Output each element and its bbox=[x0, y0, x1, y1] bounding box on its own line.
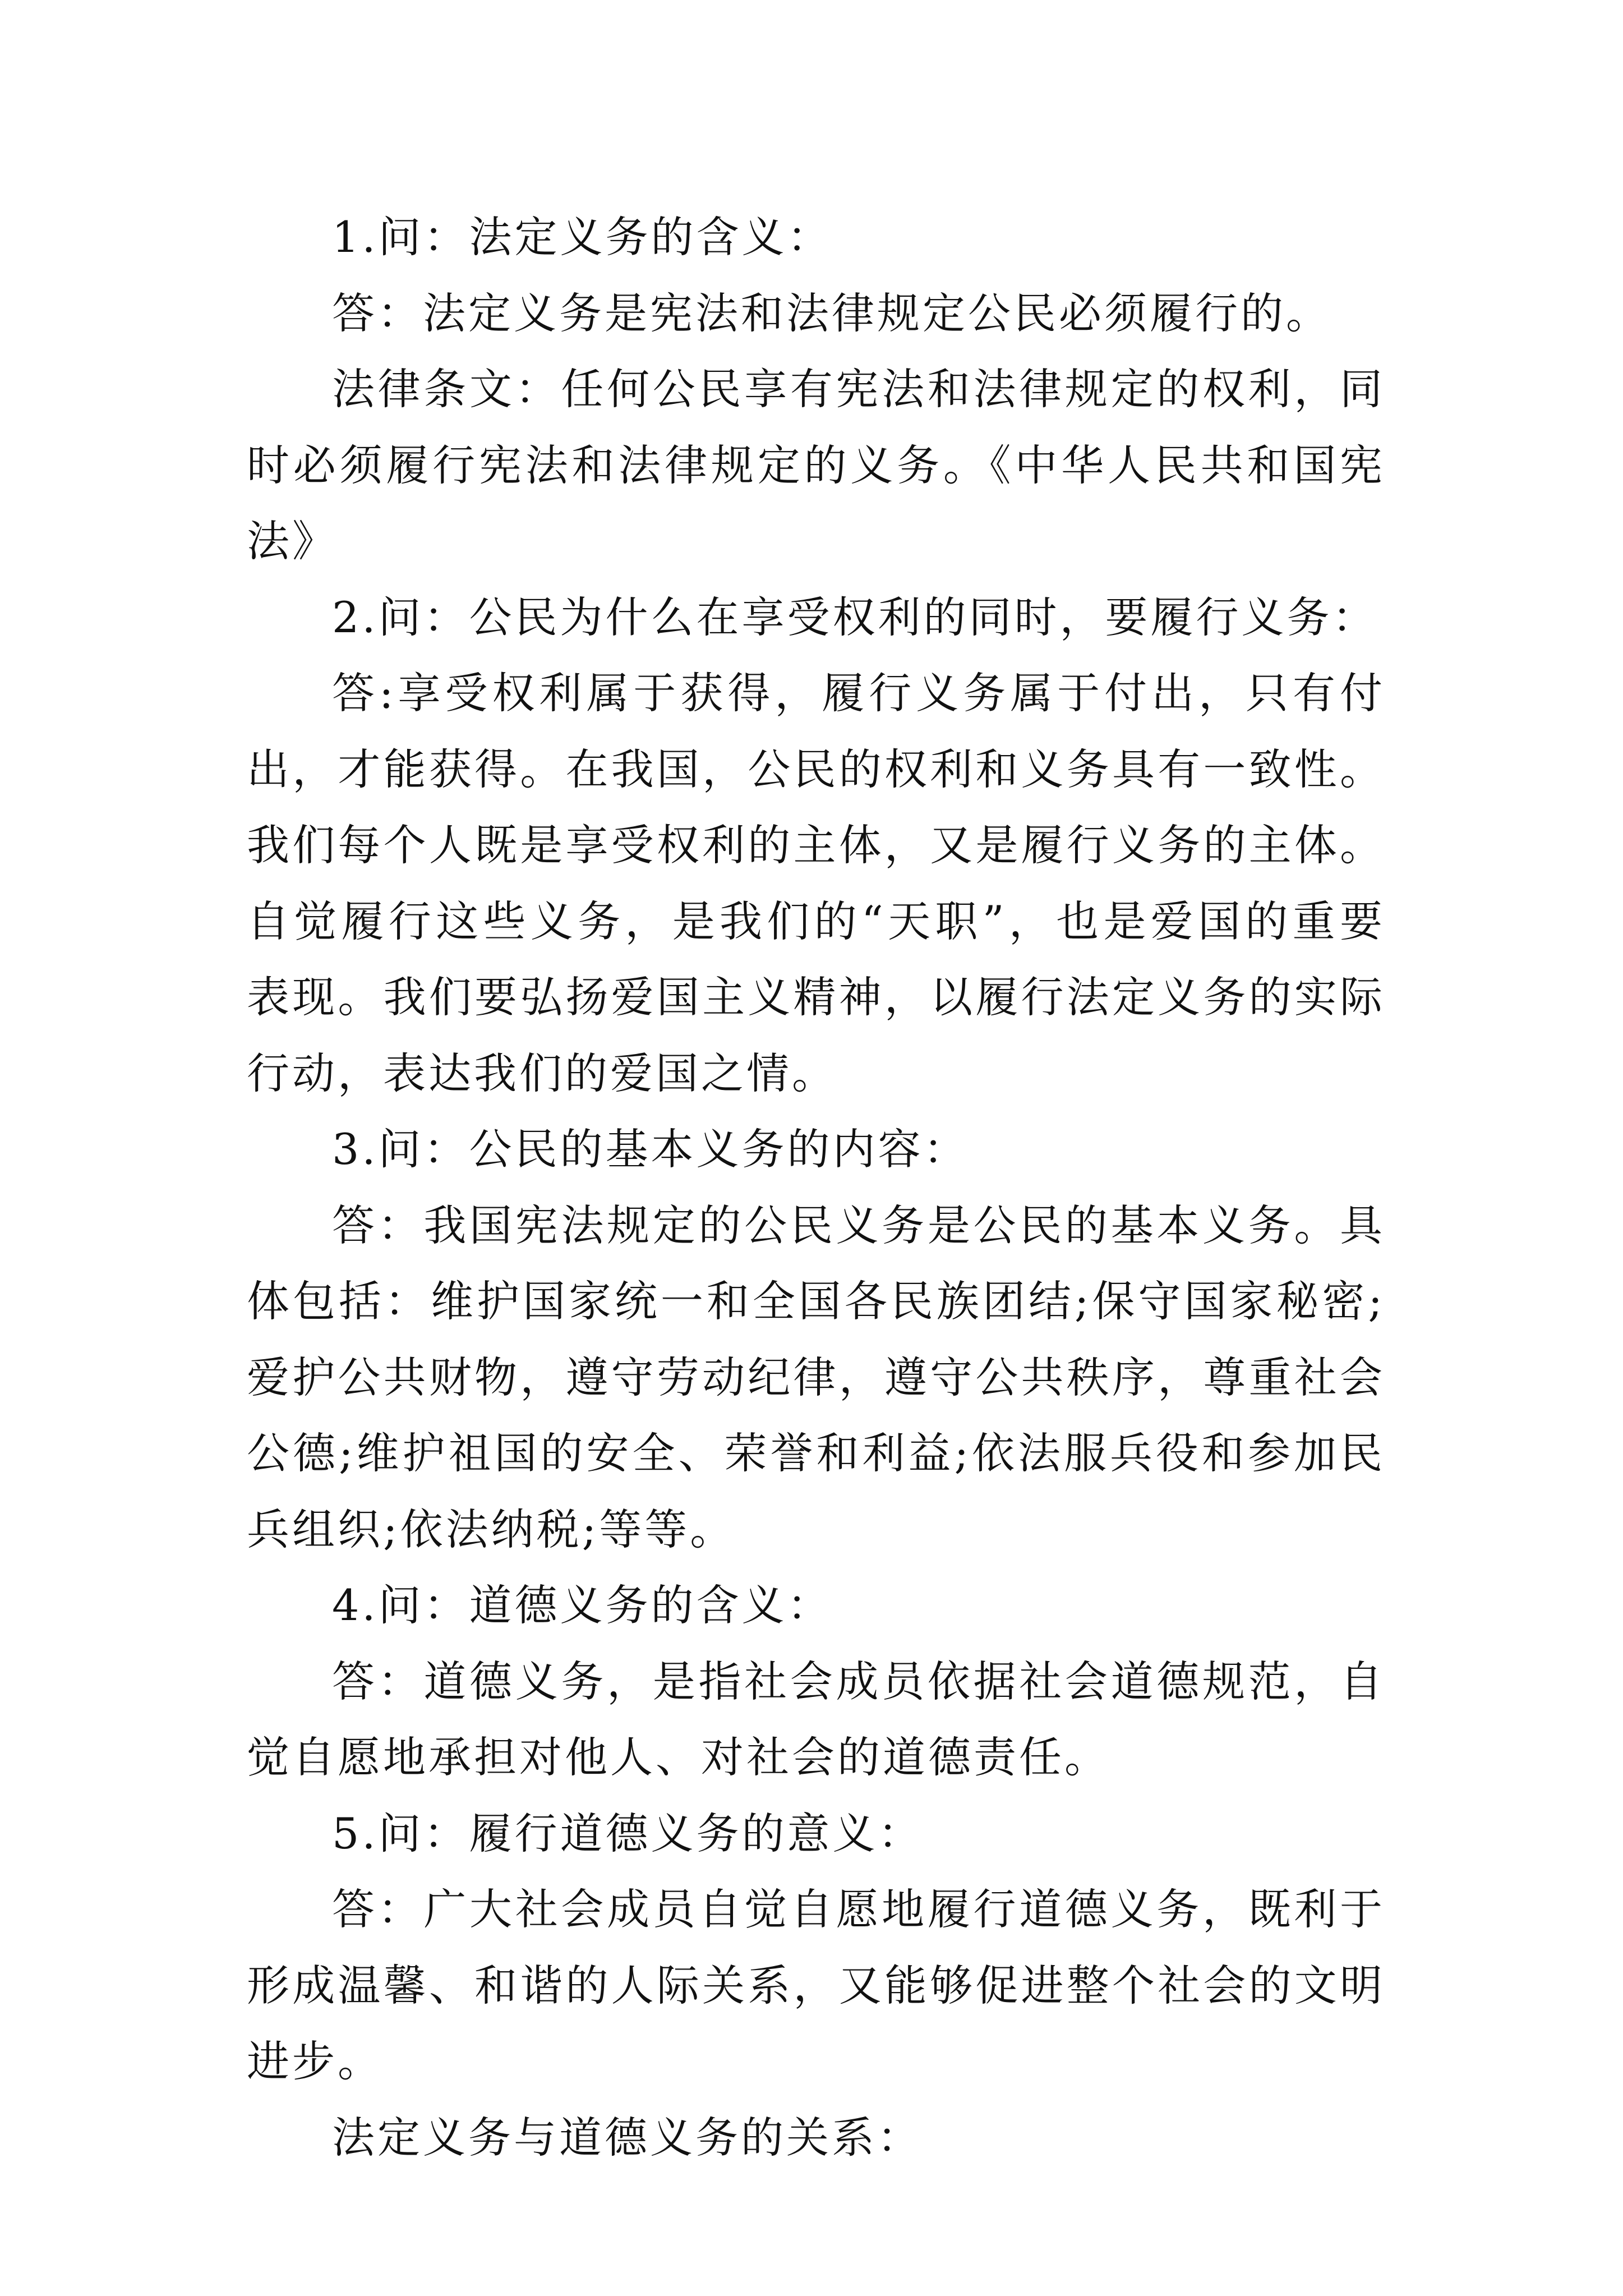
legal-article: 法律条文：任何公民享有宪法和法律规定的权利，同时必须履行宪法和法律规定的义务。《中华人民共和国宪法》 bbox=[247, 364, 1385, 566]
answer-2: 答:享受权利属于获得，履行义务属于付出，只有付出，才能获得。在我国，公民的权利和义务具有一致性。我们每个人既是享受权利的主体，又是履行义务的主体。自觉履行这些义务，是我们的“天职”，也是爱国的重要表现。我们要弘扬爱国主义精神，以履行法定义务的实际行动，表达我们的爱国之情。 bbox=[247, 668, 1385, 1098]
question-5: 5.问：履行道德义务的意义： bbox=[332, 1808, 924, 1858]
question-1: 1.问：法定义务的含义： bbox=[332, 212, 833, 262]
section-heading: 法定义务与道德义务的关系： bbox=[332, 2112, 923, 2162]
question-3: 3.问：公民的基本义务的内容： bbox=[332, 1124, 969, 1174]
document-page bbox=[247, 199, 1385, 2175]
answer-3: 答：我国宪法规定的公民义务是公民的基本义务。具体包括：维护国家统一和全国各民族团结;保守国家秘密;爱护公共财物，遵守劳动纪律，遵守公共秩序，尊重社会公德;维护祖国的安全、荣誉和利益;依法服兵役和参加民兵组织;依法纳税;等等。 bbox=[247, 1200, 1385, 1554]
answer-5: 答：广大社会成员自觉自愿地履行道德义务，既利于形成温馨、和谐的人际关系，又能够促进整个社会的文明进步。 bbox=[247, 1884, 1385, 2086]
answer-4: 答：道德义务，是指社会成员依据社会道德规范，自觉自愿地承担对他人、对社会的道德责任。 bbox=[247, 1656, 1385, 1782]
question-2: 2.问：公民为什么在享受权利的同时，要履行义务： bbox=[332, 592, 1378, 642]
question-4: 4.问：道德义务的含义： bbox=[332, 1580, 833, 1630]
answer-1: 答：法定义务是宪法和法律规定公民必须履行的。 bbox=[332, 288, 1331, 338]
